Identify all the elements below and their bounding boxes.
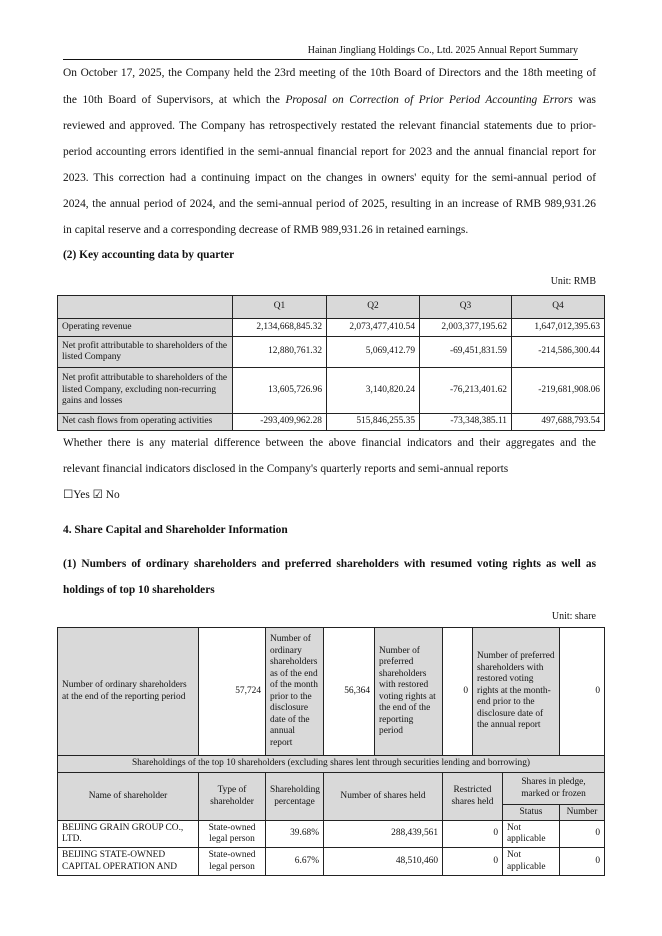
- summary-label: Number of ordinary shareholders at the end of the reporting period: [58, 628, 199, 756]
- paragraph-line: 2024, the annual period of 2024, and the semi-annual period of 2025, resulting in an increase of RMB 989,931.26: [63, 198, 596, 210]
- cell: 515,846,255.35: [327, 414, 420, 431]
- cell: 13,605,726.96: [233, 368, 327, 414]
- header-cell: Number of shares held: [324, 773, 443, 821]
- paragraph-line: reviewed and approved. The Company has retrospectively restated the relevant financial statements due to prior-: [63, 120, 596, 132]
- shareholder-type: State-owned legal person: [199, 821, 266, 848]
- question-line: relevant financial indicators disclosed in the Company's quarterly reports and semi-annual reports: [63, 463, 509, 475]
- row-label: Net profit attributable to shareholders of the listed Company: [58, 337, 233, 368]
- shares-held: 288,439,561: [324, 821, 443, 848]
- pledge-status: Not applicable: [503, 821, 560, 848]
- cell: 2,003,377,195.62: [420, 319, 512, 337]
- subsection-title: holdings of top 10 shareholders: [63, 584, 215, 596]
- shares-held: 48,510,460: [324, 848, 443, 876]
- unit-label: Unit: share: [551, 611, 596, 622]
- cell: 12,880,761.32: [233, 337, 327, 368]
- cell: 497,688,793.54: [512, 414, 605, 431]
- paragraph-line: [63, 92, 596, 108]
- pledge-number: 0: [560, 848, 605, 876]
- shareholding-pct: 39.68%: [266, 821, 324, 848]
- header-cell: Shareholding percentage: [266, 773, 324, 821]
- cell: -214,586,300.44: [512, 337, 605, 368]
- shareholder-type: State-owned legal person: [199, 848, 266, 876]
- cell: 2,073,477,410.54: [327, 319, 420, 337]
- table-row: [58, 414, 605, 431]
- cell: 2,134,668,845.32: [233, 319, 327, 337]
- pledge-number: 0: [560, 821, 605, 848]
- cell: -76,213,401.62: [420, 368, 512, 414]
- paragraph-line: in capital reserve and a corresponding decrease of RMB 989,931.26 in retained earnings.: [63, 224, 469, 236]
- yes-no-answer: [63, 487, 596, 503]
- top10-title: Shareholdings of the top 10 shareholders (excluding shares lent through securities lending and borrowing): [58, 756, 605, 773]
- restricted-shares: 0: [443, 848, 503, 876]
- header-cell: Q3: [420, 296, 512, 319]
- header-cell: Name of shareholder: [58, 773, 199, 821]
- header-cell: Status: [503, 805, 560, 821]
- subsection-title: (1) Numbers of ordinary shareholders and preferred shareholders with resumed voting rights as well as: [63, 558, 596, 570]
- table-row: [58, 821, 605, 848]
- summary-value: 0: [560, 628, 605, 756]
- summary-value: 57,724: [199, 628, 266, 756]
- table-row: [58, 848, 605, 876]
- summary-label: Number of preferred shareholders with restored voting rights at the end of the reporting period: [375, 628, 443, 756]
- header-cell: Q1: [233, 296, 327, 319]
- table-row: [58, 368, 605, 414]
- header-cell: Q4: [512, 296, 605, 319]
- page-header: Hainan Jingliang Holdings Co., Ltd. 2025 Annual Report Summary: [63, 44, 578, 60]
- no-checkbox: ☑ No: [92, 489, 120, 501]
- row-label: Net cash flows from operating activities: [58, 414, 233, 431]
- summary-label: Number of preferred shareholders with restored voting rights at the month-end prior to the disclosure date of the annual report: [473, 628, 560, 756]
- cell: 1,647,012,395.63: [512, 319, 605, 337]
- shareholder-name: BEIJING STATE-OWNED CAPITAL OPERATION AND: [58, 848, 199, 876]
- summary-label: Number of ordinary shareholders as of the end of the month prior to the disclosure date of the annual report: [266, 628, 324, 756]
- quarterly-data-table: [57, 295, 605, 431]
- summary-row: [58, 628, 605, 756]
- table-row: [58, 319, 605, 337]
- header-cell: [58, 296, 233, 319]
- question-line: Whether there is any material difference between the above financial indicators and their aggregates and the: [63, 437, 596, 449]
- summary-value: 0: [443, 628, 473, 756]
- unit-label: Unit: RMB: [550, 276, 596, 287]
- cell: -219,681,908.06: [512, 368, 605, 414]
- shareholder-table: [57, 627, 605, 876]
- header-cell: Shares in pledge, marked or frozen: [503, 773, 605, 805]
- yes-checkbox: ☐Yes: [63, 489, 90, 501]
- shareholding-pct: 6.67%: [266, 848, 324, 876]
- summary-value: 56,364: [324, 628, 375, 756]
- section-title: 4. Share Capital and Shareholder Information: [63, 524, 288, 536]
- table-row: [58, 337, 605, 368]
- restricted-shares: 0: [443, 821, 503, 848]
- row-label: Operating revenue: [58, 319, 233, 337]
- paragraph-line: On October 17, 2025, the Company held the 23rd meeting of the 10th Board of Directors and the 18th meeting of: [63, 67, 596, 79]
- cell: -293,409,962.28: [233, 414, 327, 431]
- header-cell: Number: [560, 805, 605, 821]
- text: the 10th Board of Supervisors, at which the: [63, 94, 286, 106]
- pledge-status: Not applicable: [503, 848, 560, 876]
- header-cell: Restricted shares held: [443, 773, 503, 821]
- proposal-title: Proposal on Correction of Prior Period Accounting Errors: [285, 94, 573, 106]
- text: was: [572, 94, 596, 106]
- header-cell: Type of shareholder: [199, 773, 266, 821]
- cell: 5,069,412.79: [327, 337, 420, 368]
- shareholder-name: BEIJING GRAIN GROUP CO., LTD.: [58, 821, 199, 848]
- cell: 3,140,820.24: [327, 368, 420, 414]
- cell: -73,348,385.11: [420, 414, 512, 431]
- cell: -69,451,831.59: [420, 337, 512, 368]
- header-cell: Q2: [327, 296, 420, 319]
- paragraph-line: period accounting errors identified in the semi-annual financial report for 2023 and the annual financial report for: [63, 146, 596, 158]
- row-label: Net profit attributable to shareholders of the listed Company, excluding non-recurring gains and losses: [58, 368, 233, 414]
- section-title: (2) Key accounting data by quarter: [63, 249, 235, 261]
- paragraph-line: 2023. This correction had a continuing impact on the changes in owners' equity for the semi-annual period of: [63, 172, 596, 184]
